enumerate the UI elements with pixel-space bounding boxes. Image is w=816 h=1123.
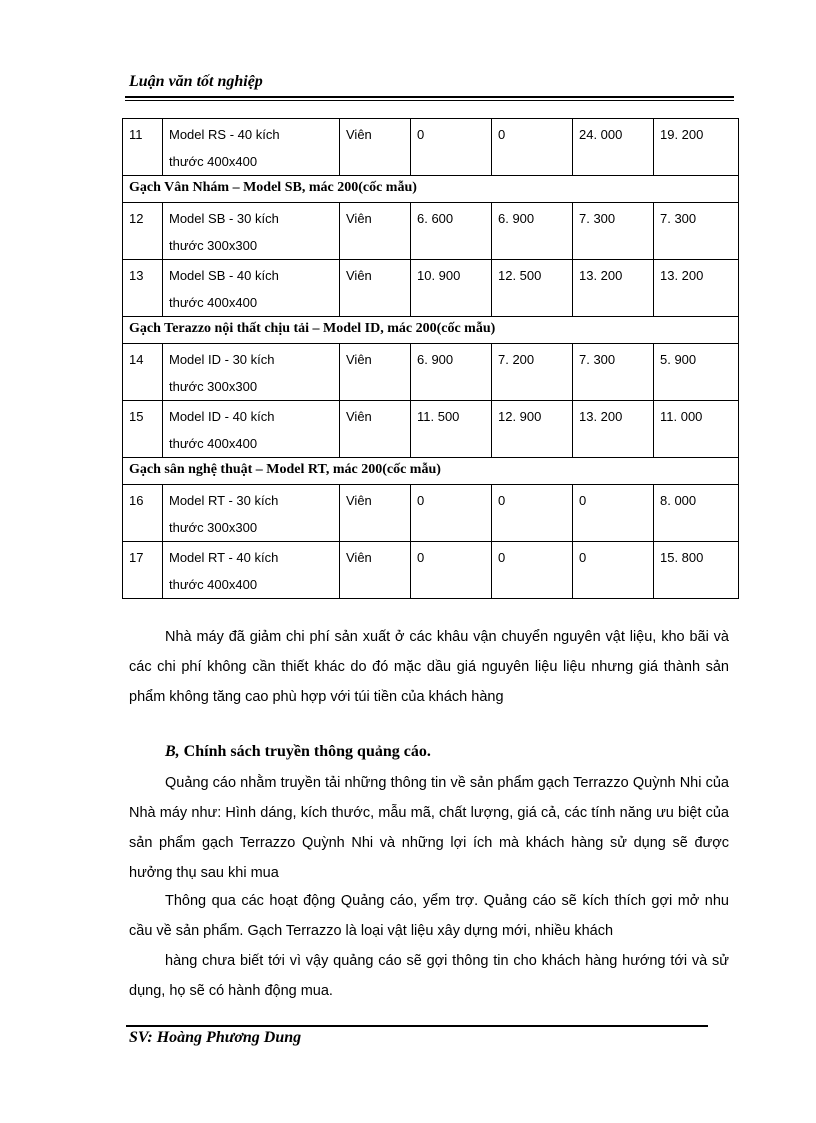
- product-size: thước 400x400: [169, 436, 258, 451]
- section-title: Chính sách truyền thông quảng cáo.: [183, 743, 431, 760]
- cell-product: [163, 119, 340, 176]
- table-row: [123, 344, 739, 401]
- table-row: [123, 485, 739, 542]
- product-size: thước 300x300: [169, 238, 258, 253]
- footer-rule: [126, 1025, 708, 1027]
- table-row: [123, 260, 739, 317]
- paragraph-promotion: Thông qua các hoạt động Quảng cáo, yểm trợ. Quảng cáo sẽ kích thích gợi mở nhu cầu về sản phẩm. Gạch Terrazzo là loại vật liệu xây dựng mới, nhiều khách: [129, 893, 729, 939]
- product-name: Model SB - 40 kích: [169, 268, 279, 283]
- cell-value: 12. 900: [492, 401, 573, 458]
- cell-unit: Viên: [340, 401, 411, 458]
- product-name: Model RS - 40 kích: [169, 127, 280, 142]
- cell-value: 15. 800: [654, 542, 739, 599]
- cell-number: 17: [123, 542, 163, 599]
- cell-unit: Viên: [340, 203, 411, 260]
- cell-unit: Viên: [340, 344, 411, 401]
- group-title: Gạch Terazzo nội thất chịu tải – Model ID, mác 200(cốc mẫu): [123, 317, 739, 344]
- table-group-row: [123, 317, 739, 344]
- group-title: Gạch Vân Nhám – Model SB, mác 200(cốc mẫu): [123, 176, 739, 203]
- section-heading: [165, 743, 431, 761]
- group-title: Gạch sân nghệ thuật – Model RT, mác 200(cốc mẫu): [123, 458, 739, 485]
- paragraph-customer-info: hàng chưa biết tới vì vậy quảng cáo sẽ gợi thông tin cho khách hàng hướng tới và sử dụng, họ sẽ có hành động mua.: [129, 953, 729, 999]
- table-group-row: [123, 176, 739, 203]
- cell-unit: Viên: [340, 542, 411, 599]
- cell-value: 11. 000: [654, 401, 739, 458]
- price-table-body: [123, 119, 739, 599]
- cell-value: 0: [492, 542, 573, 599]
- cell-number: 15: [123, 401, 163, 458]
- cell-value: 0: [573, 485, 654, 542]
- cell-product: [163, 542, 340, 599]
- product-name: Model RT - 30 kích: [169, 493, 279, 508]
- cell-number: 11: [123, 119, 163, 176]
- cell-value: 0: [573, 542, 654, 599]
- product-size: thước 300x300: [169, 379, 258, 394]
- table-row: [123, 119, 739, 176]
- cell-value: 13. 200: [573, 401, 654, 458]
- cell-product: [163, 344, 340, 401]
- cell-value: 13. 200: [573, 260, 654, 317]
- cell-product: [163, 260, 340, 317]
- cell-number: 16: [123, 485, 163, 542]
- cell-value: 7. 300: [654, 203, 739, 260]
- header-rule: [125, 96, 734, 98]
- footer-author: SV: Hoàng Phương Dung: [129, 1029, 302, 1046]
- price-table: [122, 118, 739, 599]
- cell-value: 7. 300: [573, 344, 654, 401]
- section-label: B,: [165, 743, 180, 760]
- header-rule-thin: [125, 100, 734, 101]
- product-size: thước 400x400: [169, 295, 258, 310]
- cell-value: 11. 500: [411, 401, 492, 458]
- paragraph-advertising: Quảng cáo nhằm truyền tải những thông tin về sản phẩm gạch Terrazzo Quỳnh Nhi của Nhà máy như: Hình dáng, kích thước, mẫu mã, chất lượng, giá cả, các tính năng ưu biệt của sản phẩm gạch Terrazzo Quỳnh Nhi và những lợi ích mà khách hàng sử dụng sẽ được hưởng thụ sau khi mua: [129, 775, 729, 881]
- cell-value: 19. 200: [654, 119, 739, 176]
- table-row: [123, 401, 739, 458]
- cell-value: 0: [411, 542, 492, 599]
- product-name: Model ID - 30 kích: [169, 352, 275, 367]
- cell-value: 12. 500: [492, 260, 573, 317]
- cell-value: 7. 300: [573, 203, 654, 260]
- cell-unit: Viên: [340, 485, 411, 542]
- cell-product: [163, 485, 340, 542]
- cell-value: 0: [492, 485, 573, 542]
- cell-number: 13: [123, 260, 163, 317]
- page-header-title: Luận văn tốt nghiệp: [129, 73, 263, 90]
- cell-unit: Viên: [340, 260, 411, 317]
- cell-value: 5. 900: [654, 344, 739, 401]
- cell-value: 8. 000: [654, 485, 739, 542]
- cell-value: 0: [492, 119, 573, 176]
- product-size: thước 300x300: [169, 520, 258, 535]
- product-name: Model SB - 30 kích: [169, 211, 279, 226]
- table-row: [123, 542, 739, 599]
- cell-product: [163, 203, 340, 260]
- product-size: thước 400x400: [169, 577, 258, 592]
- cell-value: 0: [411, 485, 492, 542]
- cell-value: 24. 000: [573, 119, 654, 176]
- cell-value: 6. 600: [411, 203, 492, 260]
- table-group-row: [123, 458, 739, 485]
- cell-unit: Viên: [340, 119, 411, 176]
- cell-number: 14: [123, 344, 163, 401]
- cell-value: 10. 900: [411, 260, 492, 317]
- product-size: thước 400x400: [169, 154, 258, 169]
- cell-value: 6. 900: [492, 203, 573, 260]
- cell-number: 12: [123, 203, 163, 260]
- cell-value: 7. 200: [492, 344, 573, 401]
- product-name: Model RT - 40 kích: [169, 550, 279, 565]
- cell-product: [163, 401, 340, 458]
- paragraph-cost-reduction: Nhà máy đã giảm chi phí sản xuất ở các khâu vận chuyển nguyên vật liệu, kho bãi và các chi phí không cần thiết khác do đó mặc dầu giá nguyên liệu liệu nhưng giá thành sản phẩm không tăng cao phù hợp với túi tiền của khách hàng: [129, 629, 729, 705]
- cell-value: 6. 900: [411, 344, 492, 401]
- table-row: [123, 203, 739, 260]
- product-name: Model ID - 40 kích: [169, 409, 275, 424]
- cell-value: 0: [411, 119, 492, 176]
- cell-value: 13. 200: [654, 260, 739, 317]
